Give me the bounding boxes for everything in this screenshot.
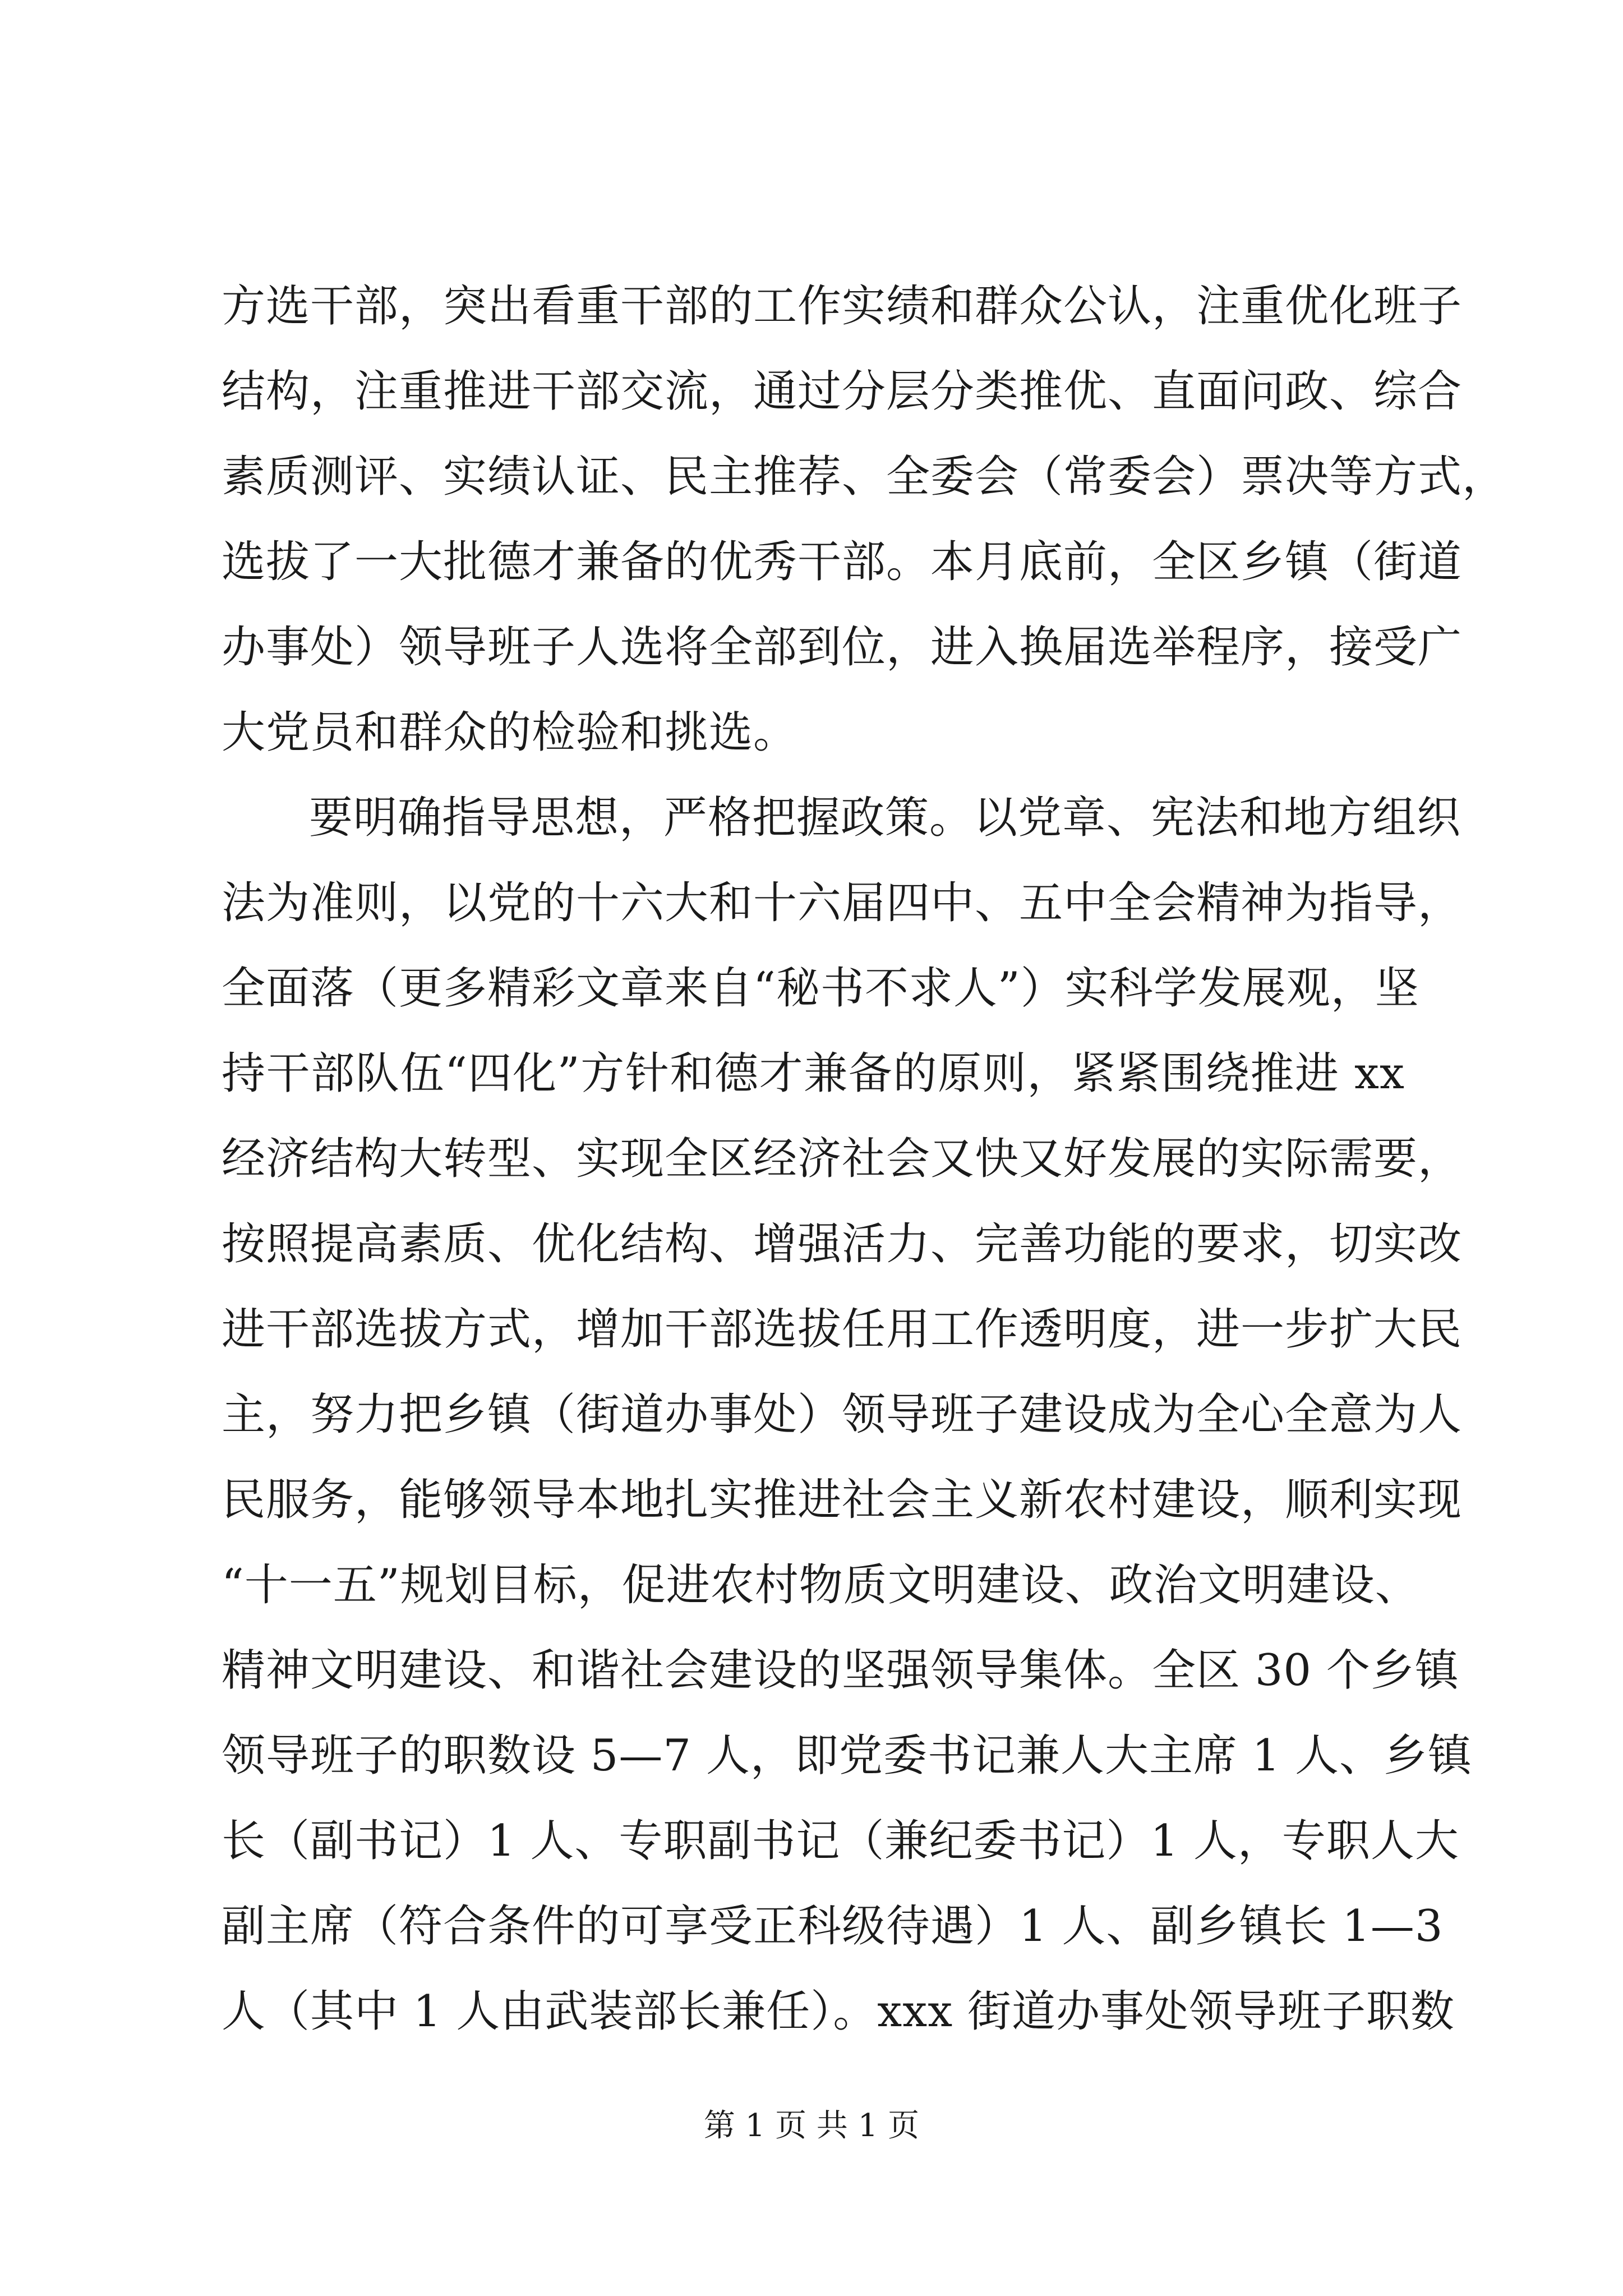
text-line: 结构，注重推进干部交流，通过分层分类推优、直面问政、综合 <box>222 366 1463 417</box>
text-line: 进干部选拔方式，增加干部选拔任用工作透明度，进一步扩大民 <box>222 1304 1463 1355</box>
page-number-footer: 第 1 页 共 1 页 <box>703 2108 920 2144</box>
text-line: 要明确指导思想，严格把握政策。以党章、宪法和地方组织 <box>309 793 1461 843</box>
text-line: 副主席（符合条件的可享受正科级待遇）1 人、副乡镇长 1—3 <box>222 1901 1444 1952</box>
text-line: 长（副书记）1 人、专职副书记（兼纪委书记）1 人，专职人大 <box>222 1816 1459 1866</box>
text-line: 持干部队伍“四化”方针和德才兼备的原则，紧紧围绕推进 xx <box>222 1048 1405 1099</box>
text-line: 按照提高素质、优化结构、增强活力、完善功能的要求，切实改 <box>222 1219 1463 1269</box>
text-line: 精神文明建设、和谐社会建设的坚强领导集体。全区 30 个乡镇 <box>222 1645 1459 1696</box>
text-line: 领导班子的职数设 5—7 人，即党委书记兼人大主席 1 人、乡镇 <box>222 1731 1473 1781</box>
text-line: 经济结构大转型、实现全区经济社会又快又好发展的实际需要， <box>222 1134 1463 1184</box>
text-line: 全面落（更多精彩文章来自“秘书不求人”）实科学发展观，坚 <box>222 963 1419 1014</box>
text-line: “十一五”规划目标，促进农村物质文明建设、政治文明建设、 <box>222 1560 1419 1611</box>
text-line: 方选干部，突出看重干部的工作实绩和群众公认，注重优化班子 <box>222 281 1463 332</box>
text-line: 大党员和群众的检验和挑选。 <box>222 707 798 758</box>
text-line: 办事处）领导班子人选将全部到位，进入换届选举程序，接受广 <box>222 622 1463 673</box>
text-line: 人（其中 1 人由武装部长兼任）。xxx 街道办事处领导班子职数 <box>222 1986 1455 2037</box>
text-line: 素质测评、实绩认证、民主推荐、全委会（常委会）票决等方式， <box>222 452 1507 502</box>
text-line: 主，努力把乡镇（街道办事处）领导班子建设成为全心全意为人 <box>222 1389 1463 1440</box>
text-line: 选拔了一大批德才兼备的优秀干部。本月底前，全区乡镇（街道 <box>222 537 1463 587</box>
document-body <box>222 264 1507 2054</box>
text-line: 法为准则，以党的十六大和十六届四中、五中全会精神为指导， <box>222 878 1463 928</box>
text-line: 民服务，能够领导本地扎实推进社会主义新农村建设，顺利实现 <box>222 1475 1463 1525</box>
